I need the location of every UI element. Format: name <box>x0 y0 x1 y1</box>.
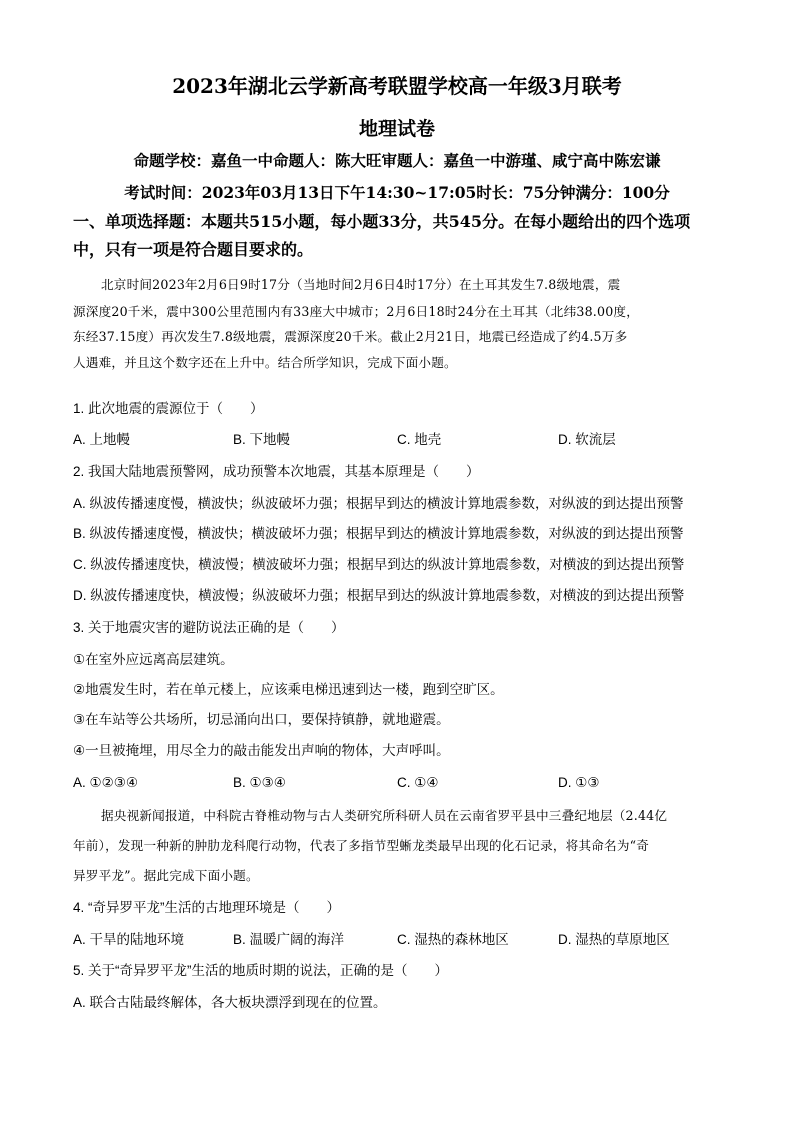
authors-line: 命题学校：嘉鱼一中命题人：陈大旺审题人：嘉鱼一中游瑾、咸宁高中陈宏谦 <box>133 151 661 170</box>
question-3-item: ①在室外应远离高层建筑。 <box>73 652 234 667</box>
question-5-stem: 5. 关于“奇异罗平龙”生活的地质时期的说法，正确的是（ ） <box>73 963 448 978</box>
question-4-option-c: C. 湿热的森林地区 <box>397 932 509 947</box>
question-2-option-c: C. 纵波传播速度快，横波慢；横波破坏力强；根据早到达的纵波计算地震参数，对横波的到达提出预警 <box>73 557 685 572</box>
question-3-item: ④一旦被掩埋，用尽全力的敲击能发出声响的物体，大声呼叫。 <box>73 743 450 758</box>
question-4-option-d: D. 湿热的草原地区 <box>558 932 670 947</box>
question-1-option-d: D. 软流层 <box>558 432 616 447</box>
question-1-stem: 1. 此次地震的震源位于（ ） <box>73 401 264 416</box>
question-1-option-b: B. 下地幔 <box>233 432 291 447</box>
question-3-option-d: D. ①③ <box>558 775 600 790</box>
passage2-line: 异罗平龙”。据此完成下面小题。 <box>73 868 259 883</box>
passage1-line: 北京时间2023年2月6日9时17分（当地时间2月6日4时17分）在土耳其发生7.8级地震，震 <box>101 277 621 292</box>
question-3-item: ②地震发生时，若在单元楼上，应该乘电梯迅速到达一楼，跑到空旷区。 <box>73 682 504 697</box>
exam-title: 2023年湖北云学新高考联盟学校高一年级3月联考 <box>172 74 622 98</box>
question-3-option-b: B. ①③④ <box>233 775 286 790</box>
question-3-option-a: A. ①②③④ <box>73 775 138 790</box>
question-3-stem: 3. 关于地震灾害的避防说法正确的是（ ） <box>73 620 345 635</box>
question-5-option-a: A. 联合古陆最终解体，各大板块漂浮到现在的位置。 <box>73 995 387 1010</box>
question-2-stem: 2. 我国大陆地震预警网，成功预警本次地震，其基本原理是（ ） <box>73 464 480 479</box>
question-4-option-b: B. 温暖广阔的海洋 <box>233 932 345 947</box>
question-1-option-c: C. 地壳 <box>397 432 442 447</box>
question-3-option-c: C. ①④ <box>397 775 439 790</box>
subject-title: 地理试卷 <box>358 118 435 140</box>
passage2-line: 据央视新闻报道，中科院古脊椎动物与古人类研究所科研人员在云南省罗平县中三叠纪地层（2.44亿 <box>101 808 668 823</box>
question-1-option-a: A. 上地幔 <box>73 432 131 447</box>
question-4-stem: 4. “奇异罗平龙”生活的古地理环境是（ ） <box>73 900 341 915</box>
passage1-line: 东经37.15度）再次发生7.8级地震，震源深度20千米。截止2月21日，地震已经造成了约4.5万多 <box>73 329 628 344</box>
question-4-option-a: A. 干旱的陆地环境 <box>73 932 185 947</box>
question-2-option-b: B. 纵波传播速度慢，横波快；横波破坏力强；根据早到达的横波计算地震参数，对纵波的到达提出预警 <box>73 526 684 541</box>
exam-time-line: 考试时间：2023年03月13日下午14:30~17:05时长：75分钟满分：100分 <box>124 183 670 202</box>
section-heading-line1: 一、单项选择题：本题共515小题，每小题33分，共545分。在每小题给出的四个选项 <box>73 212 691 231</box>
passage1-line: 源深度20千米，震中300公里范围内有33座大中城市；2月6日18时24分在土耳其（北纬38.00度， <box>73 304 640 319</box>
passage1-line: 人遇难，并且这个数字还在上升中。结合所学知识，完成下面小题。 <box>73 355 457 370</box>
question-2-option-d: D. 纵波传播速度快，横波慢；纵波破坏力强；根据早到达的纵波计算地震参数，对横波的到达提出预警 <box>73 588 685 603</box>
passage2-line: 年前），发现一种新的肿肋龙科爬行动物，代表了多指节型蜥龙类最早出现的化石记录，将其命名为“奇 <box>73 838 650 853</box>
question-3-item: ③在车站等公共场所，切忌涌向出口，要保持镇静，就地避震。 <box>73 712 450 727</box>
question-2-option-a: A. 纵波传播速度慢，横波快；纵波破坏力强；根据早到达的横波计算地震参数，对纵波的到达提出预警 <box>73 496 684 511</box>
section-heading-line2: 中，只有一项是符合题目要求的。 <box>73 240 314 259</box>
